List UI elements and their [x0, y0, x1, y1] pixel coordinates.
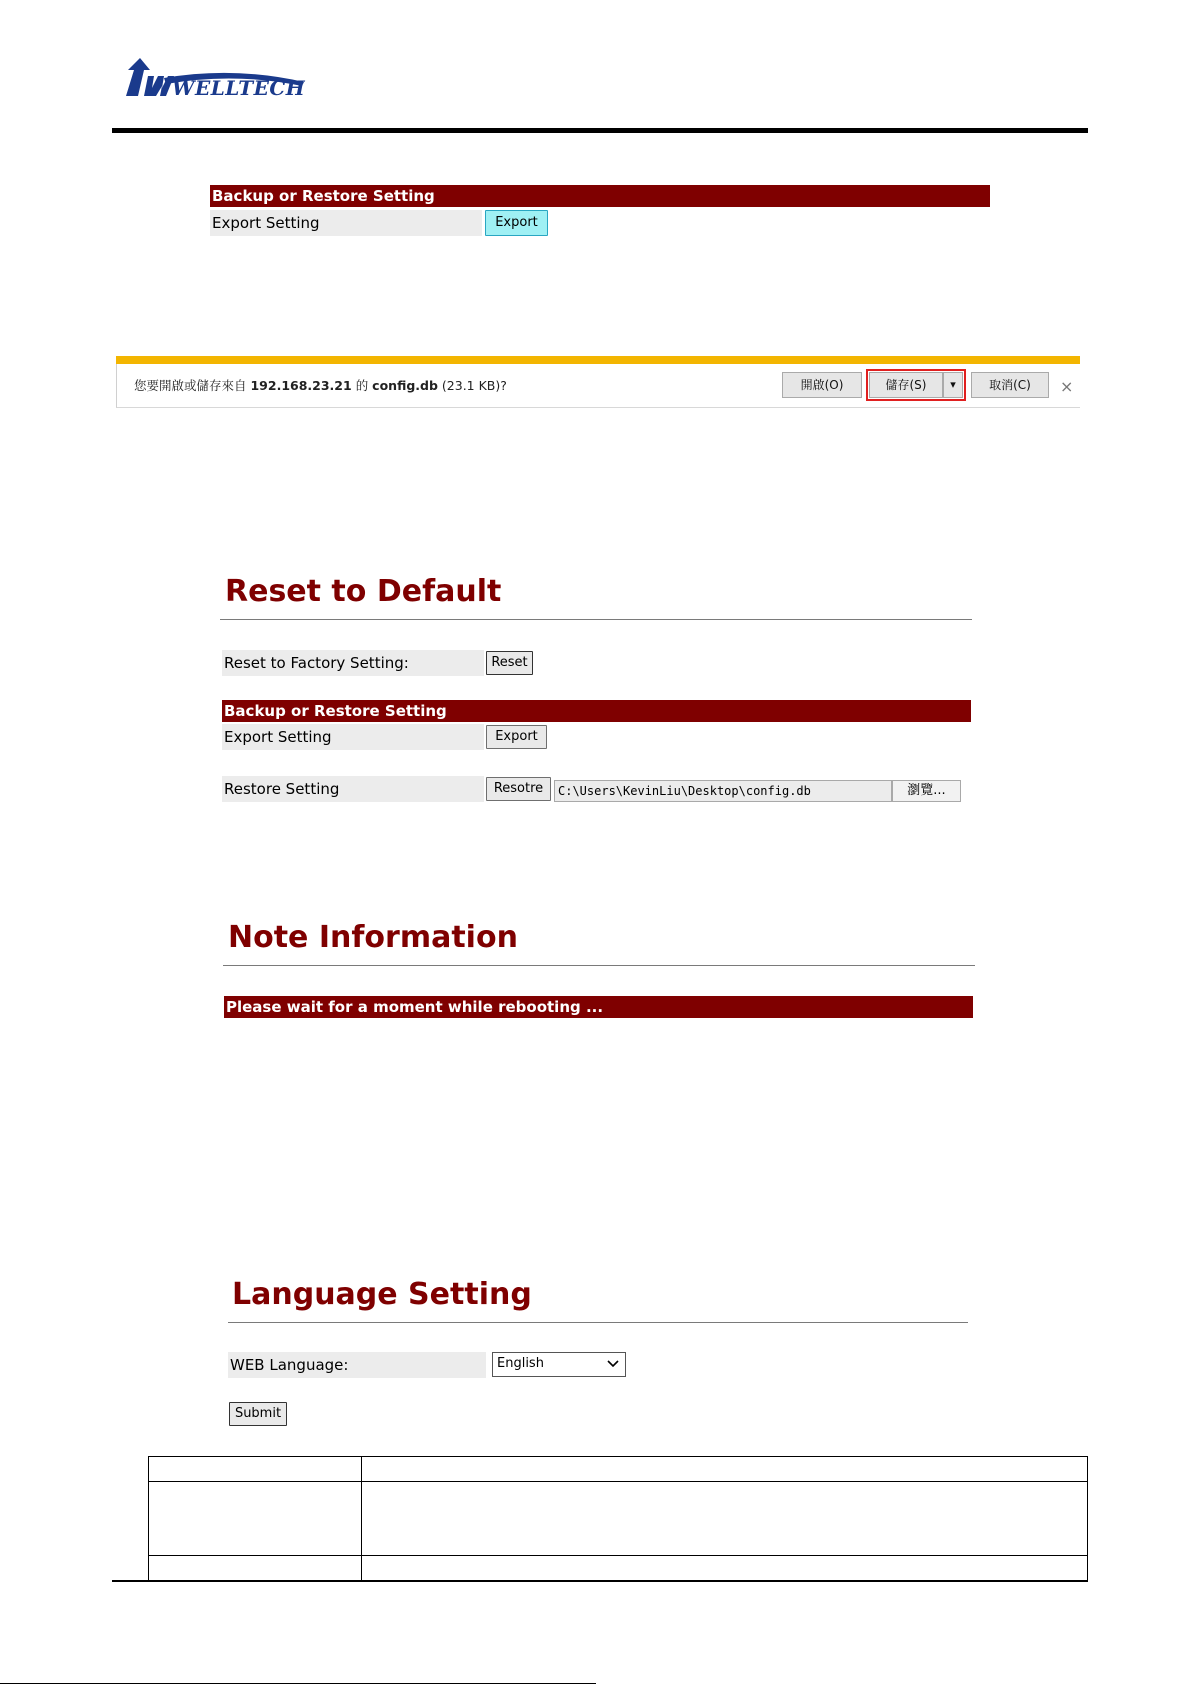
header-rule: [112, 128, 1088, 133]
export-setting-label: Export Setting: [210, 210, 482, 236]
save-dropdown-arrow-icon[interactable]: ▾: [943, 372, 963, 398]
table-cell: [362, 1457, 1088, 1482]
page-bottom-rule: [0, 1683, 596, 1684]
download-size: (23.1 KB)?: [437, 378, 507, 393]
restore-setting-label: Restore Setting: [222, 776, 484, 802]
save-button[interactable]: 儲存(S): [869, 372, 943, 398]
restore-button[interactable]: Resotre: [486, 777, 551, 801]
download-filename: config.db: [372, 378, 438, 393]
table-cell: [149, 1457, 362, 1482]
table-cell: [149, 1556, 362, 1582]
reset-factory-label: Reset to Factory Setting:: [222, 650, 484, 676]
download-bar-accent: [116, 356, 1080, 364]
reboot-message-bar: Please wait for a moment while rebooting ...: [224, 996, 973, 1018]
language-section-title: Language Setting: [232, 1277, 532, 1312]
reset-title-rule: [220, 619, 972, 620]
table-row: [149, 1457, 1088, 1482]
footer-rule: [112, 1580, 1088, 1582]
web-language-label: WEB Language:: [228, 1352, 486, 1378]
document-table: [148, 1456, 1088, 1582]
note-title-rule: [223, 965, 975, 966]
table-row: [149, 1556, 1088, 1582]
backup-restore-bar: Backup or Restore Setting: [210, 185, 990, 207]
table-cell: [149, 1482, 362, 1556]
language-title-rule: [228, 1322, 968, 1323]
download-message: [134, 376, 507, 394]
browse-button[interactable]: 瀏覽...: [892, 780, 961, 802]
language-select-value: English: [497, 1356, 544, 1371]
reset-section-title: Reset to Default: [225, 574, 502, 609]
backup-restore-bar-2: Backup or Restore Setting: [222, 700, 971, 722]
reset-button[interactable]: Reset: [486, 651, 533, 675]
open-button[interactable]: 開啟(O): [782, 372, 862, 398]
close-icon[interactable]: ×: [1060, 377, 1074, 396]
language-select[interactable]: [492, 1352, 626, 1377]
download-host: 192.168.23.21: [250, 378, 352, 393]
table-cell: [362, 1482, 1088, 1556]
export-button-2[interactable]: Export: [486, 725, 547, 749]
logo-text: WELLTECH: [172, 76, 306, 100]
submit-button[interactable]: Submit: [229, 1402, 287, 1426]
table-cell: [362, 1556, 1088, 1582]
table-row: [149, 1482, 1088, 1556]
chevron-down-icon: [607, 1353, 619, 1382]
download-message-mid: 的: [351, 378, 373, 393]
cancel-button[interactable]: 取消(C): [971, 372, 1049, 398]
restore-file-path-input[interactable]: C:\Users\KevinLiu\Desktop\config.db: [554, 780, 892, 802]
note-section-title: Note Information: [228, 920, 518, 955]
export-setting-label-2: Export Setting: [222, 724, 484, 750]
export-button[interactable]: Export: [485, 210, 548, 236]
download-message-prefix: 您要開啟或儲存來自: [134, 378, 251, 393]
